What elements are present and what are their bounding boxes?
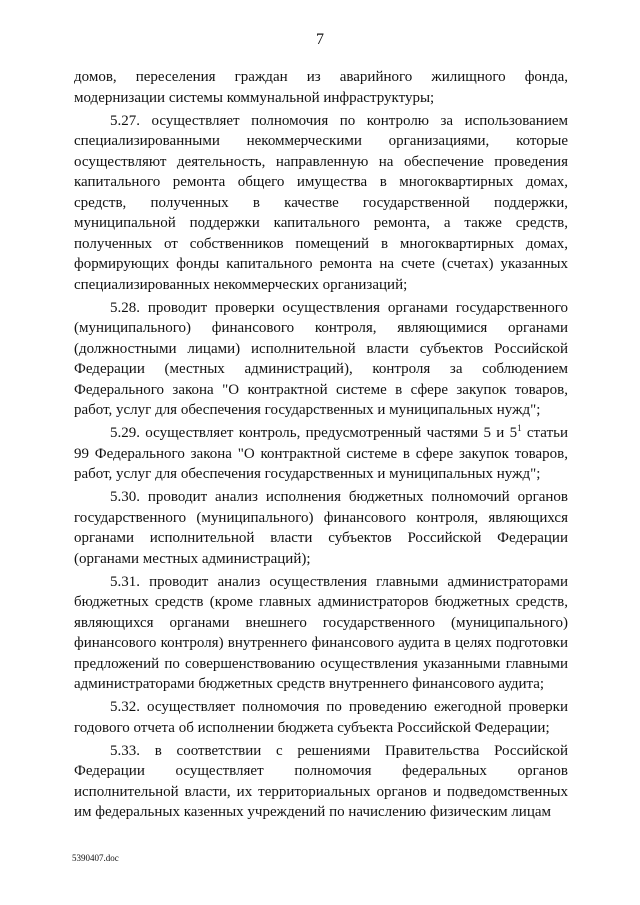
page-number: 7 <box>316 31 324 48</box>
paragraph-5-29 <box>74 423 568 485</box>
document-footer-filename: 5390407.doc <box>72 853 119 863</box>
paragraph-5-29-text: 5.29. осуществляет контроль, предусмотренный частями 5 и 5 <box>110 425 518 441</box>
document-body <box>74 67 568 823</box>
superscript-reference: 1 <box>517 423 522 433</box>
paragraph-5-32: 5.32. осуществляет полномочия по проведению ежегодной проверки годового отчета об исполнении бюджета субъекта Российской Федерации; <box>74 699 568 736</box>
paragraph-5-31: 5.31. проводит анализ осуществления главными администраторами бюджетных средств (кроме главных администраторов бюджетных средств, являющихся органами внешнего государственного (муниципального) финансового контроля) внутреннего финансового аудита в целях подготовки предложений по совершенствованию осуществления указанными главными администраторами бюджетных средств внутреннего финансового аудита; <box>74 573 568 692</box>
paragraph-5-33: 5.33. в соответствии с решениями Правительства Российской Федерации осуществляет полномочия федеральных органов исполнительной власти, их территориальных органов и подведомственных им федеральных казенных учреждений по начислению физическим лицам <box>74 742 568 820</box>
paragraph-5-28: 5.28. проводит проверки осуществления органами государственного (муниципального) финансового контроля, являющимися органами (должностными лицами) исполнительной власти субъектов Российской Федерации (местных администраций), контроля за соблюдением Федерального закона "О контрактной системе в сфере закупок товаров, работ, услуг для обеспечения государственных и муниципальных нужд"; <box>74 299 568 418</box>
paragraph-5-30: 5.30. проводит анализ исполнения бюджетных полномочий органов государственного (муниципального) финансового контроля, являющихся органами исполнительной власти субъектов Российской Федерации (органами местных администраций); <box>74 489 568 567</box>
paragraph-continuation: домов, переселения граждан из аварийного жилищного фонда, модернизации системы коммунальной инфраструктуры; <box>74 69 568 106</box>
paragraph-5-27: 5.27. осуществляет полномочия по контролю за использованием специализированными некоммерческими организациями, которые осуществляют деятельность, направленную на обеспечение проведения капитального ремонта общего имущества в многоквартирных домах, средств, полученных в качестве государственной поддержки, муниципальной поддержки капитального ремонта, а также средств, полученных от собственников помещений в многоквартирных домах, формирующих фонды капитального ремонта на счете (счетах) указанных специализированных некоммерческих организаций; <box>74 112 568 293</box>
paragraph-5-29-text-rest: статьи 99 Федерального закона "О контрактной системе в сфере закупок товаров, работ, услуг для обеспечения государственных и муниципальных нужд"; <box>74 425 568 482</box>
